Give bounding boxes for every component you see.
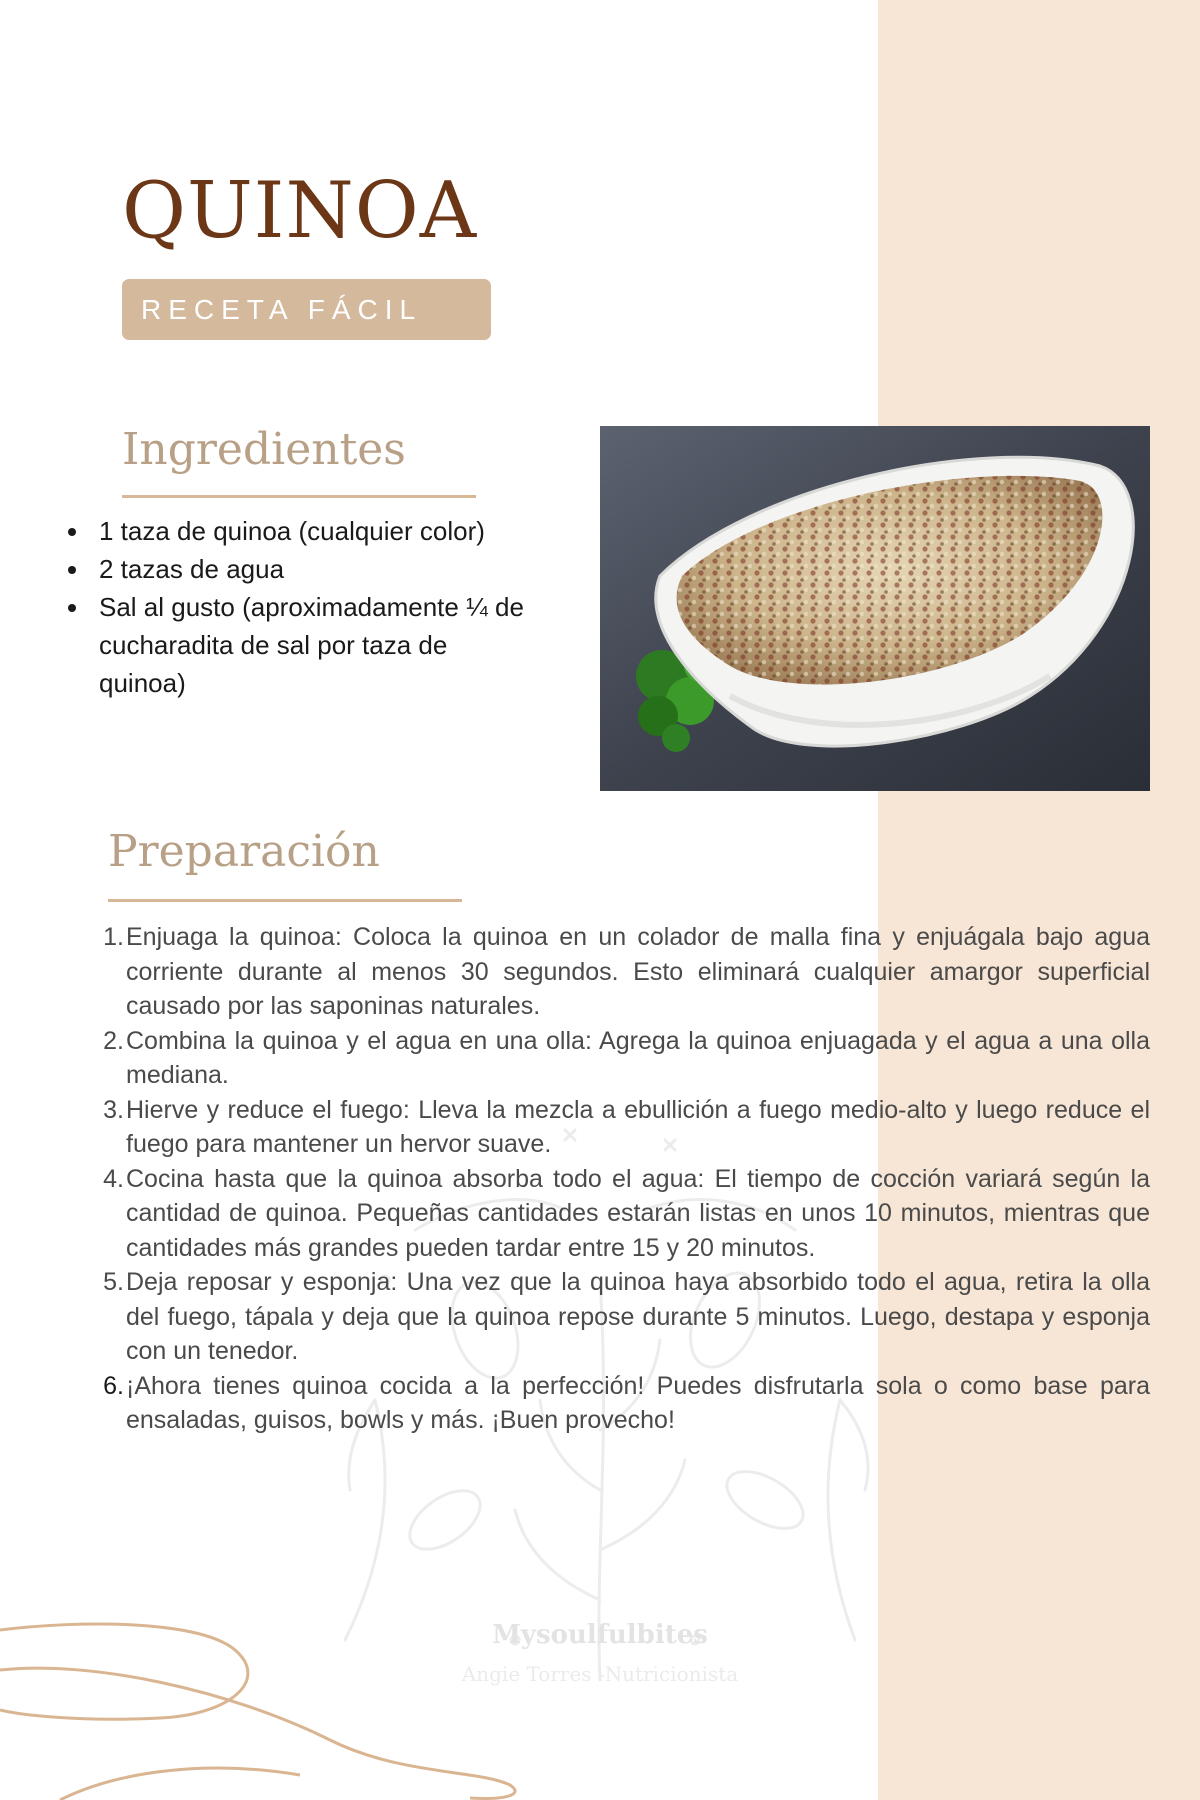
step-number: 2. xyxy=(103,1026,124,1055)
ingredients-list xyxy=(66,512,536,702)
preparation-heading: Preparación xyxy=(108,826,380,877)
step-text: Cocina hasta que la quinoa absorba todo el agua: El tiempo de cocción variará según la cantidad de quinoa. Pequeñas cantidades estarán listas en unos 10 minutos, mientras que cantidades más grandes pueden tardar entre 15 y 20 minutos. xyxy=(126,1164,1150,1262)
step-item xyxy=(92,920,1150,1024)
step-item xyxy=(92,1024,1150,1093)
ingredients-underline xyxy=(122,495,476,498)
quinoa-bowl-photo xyxy=(600,426,1150,791)
step-item xyxy=(92,1162,1150,1266)
watermark-brand: Mysoulfulbites xyxy=(492,1620,708,1650)
watermark-author: Angie Torres -Nutricionista xyxy=(461,1662,739,1686)
step-item xyxy=(92,1265,1150,1369)
step-text: Hierve y reduce el fuego: Lleva la mezcla a ebullición a fuego medio-alto y luego reduce el fuego para mantener un hervor suave. xyxy=(126,1095,1150,1158)
step-item xyxy=(92,1369,1150,1438)
step-number: 4. xyxy=(103,1164,124,1193)
badge-label: RECETA FÁCIL xyxy=(141,293,423,325)
step-item xyxy=(92,1093,1150,1162)
ingredient-item: 2 tazas de agua xyxy=(66,550,536,588)
decorative-swirl-icon xyxy=(0,1600,560,1800)
step-text: Deja reposar y esponja: Una vez que la quinoa haya absorbido todo el agua, retira la olla del fuego, tápala y deja que la quinoa repose durante 5 minutos. Luego, destapa y esponja con un tenedor. xyxy=(126,1268,1150,1365)
preparation-underline xyxy=(108,899,462,902)
ingredients-heading: Ingredientes xyxy=(122,424,406,475)
step-number: 6. xyxy=(103,1371,124,1400)
step-number: 3. xyxy=(103,1095,124,1124)
step-text: ¡Ahora tienes quinoa cocida a la perfección! Puedes disfrutarla sola o como base para ensaladas, guisos, bowls y más. ¡Buen provecho! xyxy=(126,1371,1150,1434)
ingredient-item: Sal al gusto (aproximadamente ¼ de cucharadita de sal por taza de quinoa) xyxy=(66,588,536,702)
step-number: 1. xyxy=(103,923,124,951)
recipe-badge xyxy=(122,279,491,340)
recipe-title: QUINOA xyxy=(122,166,478,256)
step-text: Enjuaga la quinoa: Coloca la quinoa en un colador de malla fina y enjuágala bajo agua corriente durante al menos 30 segundos. Esto eliminará cualquier amargor superficial causado por las saponinas naturales. xyxy=(126,923,1150,1020)
ingredient-item: 1 taza de quinoa (cualquier color) xyxy=(66,512,536,550)
preparation-steps xyxy=(92,920,1150,1438)
step-number: 5. xyxy=(103,1268,124,1296)
step-text: Combina la quinoa y el agua en una olla: Agrega la quinoa enjuagada y el agua a una olla mediana. xyxy=(126,1026,1150,1089)
